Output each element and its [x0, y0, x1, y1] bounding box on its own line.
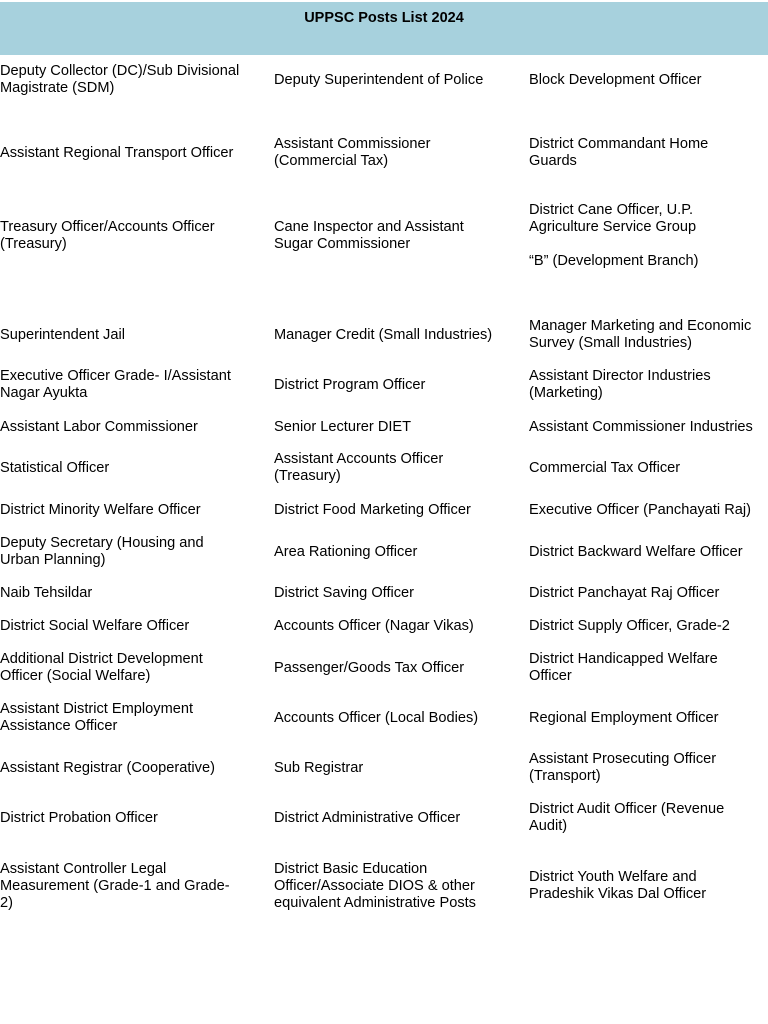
table-cell: Manager Credit (Small Industries) [274, 326, 493, 343]
table-cell: Commercial Tax Officer [529, 459, 681, 476]
table-cell: Assistant Accounts Officer (Treasury) [274, 451, 444, 484]
table-cell: Deputy Collector (DC)/Sub Divisional Magistrate (SDM) [0, 63, 240, 96]
table-cell: Assistant District Employment Assistance Officer [0, 701, 194, 734]
table-cell: Superintendent Jail [0, 326, 125, 343]
table-cell: District Backward Welfare Officer [529, 543, 743, 560]
table-cell: Area Rationing Officer [274, 543, 418, 560]
table-cell: District Supply Officer, Grade-2 [529, 617, 730, 634]
table-cell: Assistant Prosecuting Officer (Transport) [529, 751, 717, 784]
table-cell: District Cane Officer, U.P. Agriculture Service Group “B” (Development Branch) [529, 202, 699, 269]
table-cell: Statistical Officer [0, 459, 110, 476]
page-title: UPPSC Posts List 2024 [304, 10, 464, 26]
table-cell: Passenger/Goods Tax Officer [274, 659, 465, 676]
table-cell: District Commandant Home Guards [529, 136, 709, 169]
table-cell: Senior Lecturer DIET [274, 418, 412, 435]
table-cell: District Administrative Officer [274, 809, 461, 826]
table-cell: Assistant Labor Commissioner [0, 418, 198, 435]
table-cell: Sub Registrar [274, 759, 364, 776]
table-cell: District Program Officer [274, 376, 426, 393]
table-cell: Cane Inspector and Assistant Sugar Commissioner [274, 219, 464, 252]
table-cell: Assistant Director Industries (Marketing) [529, 368, 711, 401]
table-cell: District Panchayat Raj Officer [529, 584, 720, 601]
table-cell: Accounts Officer (Local Bodies) [274, 709, 479, 726]
table-cell: Deputy Secretary (Housing and Urban Planning) [0, 535, 204, 568]
table-cell: Deputy Superintendent of Police [274, 71, 484, 88]
table-cell: Assistant Regional Transport Officer [0, 144, 234, 161]
table-header [0, 2, 768, 55]
table-cell: District Audit Officer (Revenue Audit) [529, 801, 725, 834]
table-cell: District Youth Welfare and Pradeshik Vikas Dal Officer [529, 869, 707, 902]
table-cell: Regional Employment Officer [529, 709, 719, 726]
table-cell: Assistant Registrar (Cooperative) [0, 759, 215, 776]
table-cell: Naib Tehsildar [0, 584, 93, 601]
table-cell: District Saving Officer [274, 584, 415, 601]
table-cell: Assistant Commissioner (Commercial Tax) [274, 136, 431, 169]
table-cell: Block Development Officer [529, 71, 702, 88]
table-cell: Executive Officer Grade- I/Assistant Nagar Ayukta [0, 368, 231, 401]
table-cell: Additional District Development Officer (Social Welfare) [0, 651, 203, 684]
table-cell: Accounts Officer (Nagar Vikas) [274, 617, 474, 634]
table-cell: District Basic Education Officer/Associate DIOS & other equivalent Administrative Posts [274, 860, 476, 911]
table-cell: District Handicapped Welfare Officer [529, 651, 718, 684]
table-cell: Executive Officer (Panchayati Raj) [529, 501, 751, 518]
table-cell: Treasury Officer/Accounts Officer (Treasury) [0, 219, 215, 252]
table-cell: District Probation Officer [0, 809, 158, 826]
table-cell: District Social Welfare Officer [0, 617, 190, 634]
table-cell: Assistant Commissioner Industries [529, 418, 753, 435]
table-cell: Manager Marketing and Economic Survey (Small Industries) [529, 318, 752, 351]
table-cell: District Minority Welfare Officer [0, 501, 201, 518]
table-cell: District Food Marketing Officer [274, 501, 471, 518]
table-cell: Assistant Controller Legal Measurement (Grade-1 and Grade- 2) [0, 860, 230, 911]
